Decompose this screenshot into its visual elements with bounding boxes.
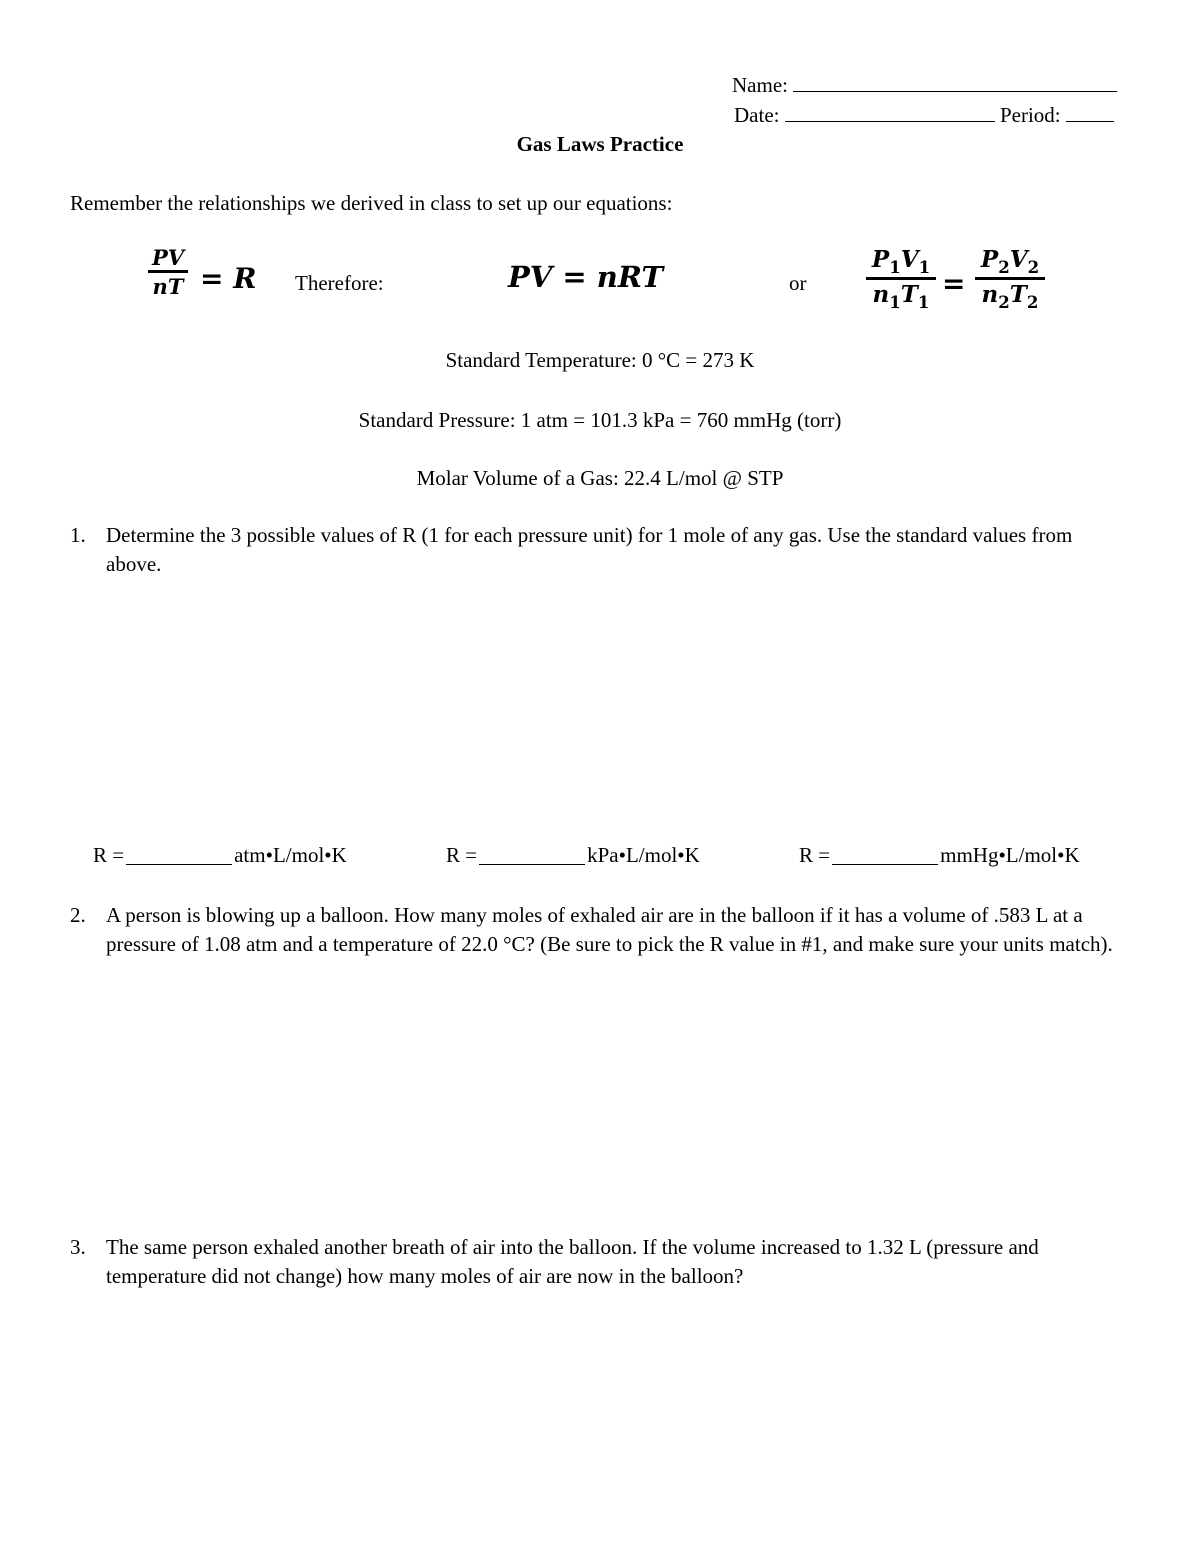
r-prefix: R =	[799, 843, 831, 867]
eq1-fraction-bar	[148, 270, 188, 273]
eq1-rhs: = R	[200, 262, 257, 295]
question-text: A person is blowing up a balloon. How many moles of exhaled air are in the balloon if it has a volume of .583 L at a pressure of 1.08 atm and a temperature of 22.0 °C? (Be sure to pick the R value in #1, and make sure your units match).	[106, 903, 1113, 956]
date-line	[734, 103, 1114, 128]
eq3-left-bar	[866, 277, 936, 280]
equation-state1	[866, 247, 936, 311]
standard-temperature: Standard Temperature: 0 °C = 273 K	[445, 348, 755, 372]
eq3-left-denominator: $n_1T_1$	[872, 280, 930, 312]
question-1	[70, 521, 1080, 581]
r-value-atm	[93, 843, 347, 868]
r-value-mmhg	[799, 843, 1080, 868]
question-number: 1.	[70, 523, 86, 547]
therefore-label: Therefore:	[295, 271, 384, 295]
question-number: 3.	[70, 1235, 86, 1259]
r-value-kpa	[446, 843, 700, 868]
r-answer-blank-kpa[interactable]	[479, 864, 585, 865]
question-text: The same person exhaled another breath of air into the balloon. If the volume increased to 1.32 L (pressure and temperature did not change) how many moles of air are now in the balloon?	[106, 1235, 1039, 1288]
eq3-right-bar	[975, 277, 1045, 280]
r-unit: kPa•L/mol•K	[587, 843, 700, 867]
or-label: or	[789, 271, 807, 295]
ideal-gas-equation: PV = nRT	[508, 260, 664, 294]
r-answer-blank-mmhg[interactable]	[832, 864, 938, 865]
question-text: Determine the 3 possible values of R (1 for each pressure unit) for 1 mole of any gas. Use the standard values from above.	[106, 523, 1073, 576]
question-2	[70, 901, 1130, 991]
r-prefix: R =	[446, 843, 478, 867]
eq3-left-numerator: $P_1V_1$	[871, 246, 931, 277]
standard-pressure: Standard Pressure: 1 atm = 101.3 kPa = 760 mmHg (torr)	[358, 408, 842, 432]
eq1-numerator: PV	[151, 245, 185, 270]
period-label: Period:	[999, 103, 1061, 127]
eq3-right-denominator: $n_2T_2$	[981, 280, 1039, 312]
eq1-denominator: nT	[152, 273, 184, 299]
r-answer-blank-atm[interactable]	[126, 864, 232, 865]
r-unit: atm•L/mol•K	[234, 843, 347, 867]
date-field[interactable]	[785, 120, 995, 122]
r-prefix: R =	[93, 843, 125, 867]
name-line	[732, 73, 1117, 98]
r-unit: mmHg•L/mol•K	[940, 843, 1080, 867]
eq3-equals: =	[942, 267, 966, 300]
date-label: Date:	[734, 103, 780, 127]
equation-state2	[975, 247, 1045, 311]
molar-volume: Molar Volume of a Gas: 22.4 L/mol @ STP	[416, 466, 784, 490]
name-field[interactable]	[793, 90, 1117, 92]
equation-pv-over-nt	[148, 246, 188, 298]
eq3-right-numerator: $P_2V_2$	[980, 246, 1040, 277]
page-title: Gas Laws Practice	[516, 132, 684, 156]
intro-text: Remember the relationships we derived in class to set up our equations:	[70, 191, 673, 215]
name-label: Name:	[732, 73, 788, 97]
question-number: 2.	[70, 903, 86, 927]
question-3	[70, 1233, 1130, 1293]
period-field[interactable]	[1066, 120, 1114, 122]
